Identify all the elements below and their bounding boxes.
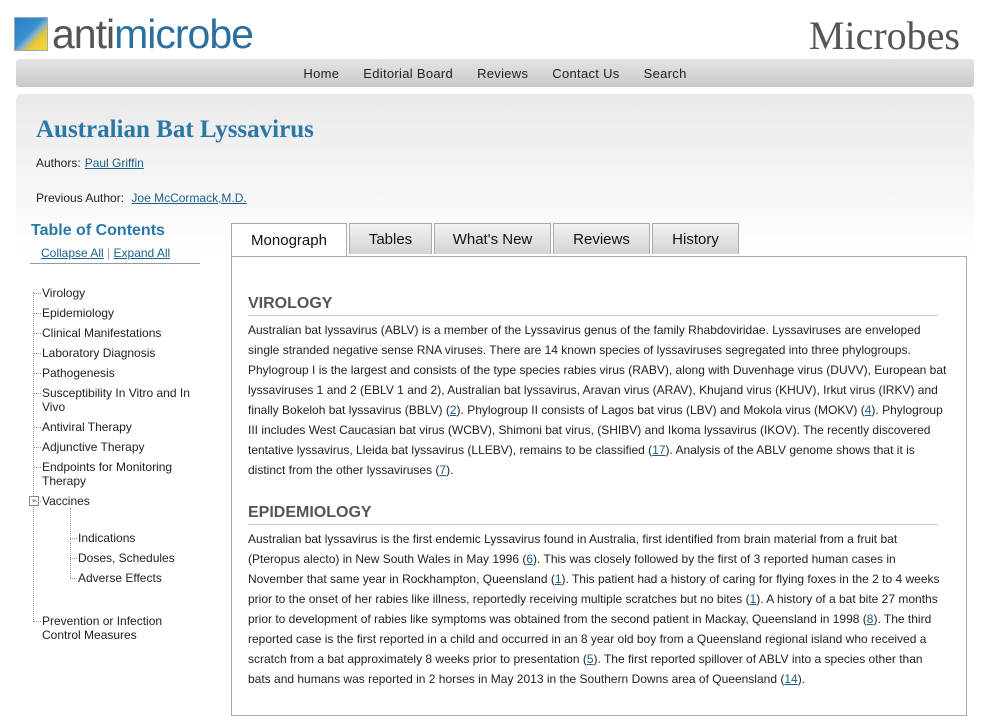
text-run: ). A history of a bat bite 27 months prior to development of rabies like symptoms was obtained from the second patient in Mackay, Queensland in 1998 (: [248, 592, 938, 626]
text-run: ). This patient had a history of caring for flying foxes in the 2 to 4 weeks prior to the onset of her rabies like illness, reportedly receiving multiple scratches but no bites (: [248, 572, 940, 606]
author-link[interactable]: Paul Griffin: [84, 156, 144, 170]
site-logo[interactable]: [14, 11, 253, 57]
toc-item-pathogenesis[interactable]: Pathogenesis: [42, 366, 202, 380]
toc-separator: |: [107, 246, 111, 260]
tab-reviews[interactable]: Reviews: [553, 223, 650, 254]
tree-subline: [70, 508, 71, 578]
collapse-toggle-icon[interactable]: −: [29, 496, 39, 506]
toc-sub-doses-schedules[interactable]: Doses, Schedules: [78, 551, 175, 565]
collapse-all-link[interactable]: Collapse All: [41, 246, 104, 260]
ref-link[interactable]: 2: [449, 403, 457, 417]
text-run: ). The third reported case is the first reported in a child and occurred in an 8 year old boy from a Queensland regional island who received a scratch from a bat approximately 8 weeks prior to presentation (: [248, 612, 932, 666]
ref-link[interactable]: 1: [749, 592, 757, 606]
ref-link[interactable]: 6: [526, 552, 534, 566]
ref-link[interactable]: 17: [652, 443, 666, 457]
tab-monograph[interactable]: Monograph: [231, 223, 347, 257]
tree-line: [33, 292, 34, 620]
toc-item-virology[interactable]: Virology: [42, 286, 202, 300]
logo-anti: anti: [52, 11, 115, 57]
logo-wordmark: [52, 11, 253, 57]
monograph-content: [231, 256, 967, 716]
ref-link[interactable]: 7: [439, 463, 447, 477]
epidemiology-paragraph: [248, 529, 948, 689]
virology-paragraph: [248, 320, 948, 480]
main-nav: [16, 59, 974, 87]
toc-item-vaccines[interactable]: Vaccines: [42, 494, 202, 508]
toc-controls: [30, 246, 200, 264]
text-run: ). Analysis of the ABLV genome shows that it is distinct from the other lyssaviruses (: [248, 443, 915, 477]
antimicrobe-logo-icon: [14, 17, 48, 51]
toc-item-clinical-manifestations[interactable]: Clinical Manifestations: [42, 326, 202, 340]
tab-history[interactable]: History: [652, 223, 739, 254]
tab-whats-new[interactable]: What's New: [434, 223, 551, 254]
authors-label: Authors:: [36, 156, 81, 170]
toc-sub-adverse-effects[interactable]: Adverse Effects: [78, 571, 162, 585]
toc-item-laboratory-diagnosis[interactable]: Laboratory Diagnosis: [42, 346, 202, 360]
text-run: Australian bat lyssavirus (ABLV) is a member of the Lyssavirus genus of the family Rhabdoviridae. Lyssaviruses are enveloped single stranded negative sense RNA viruses. There are 14 known species of lyssaviruses segregated into three phylogroups. Phylogroup I is the largest and consists of the type species rabies virus (RABV), along with Duvenhage virus (DUVV), European bat lyssaviruses 1 and 2 (EBLV 1 and 2), Australian bat lyssavirus, Aravan virus (ARAV), Khujand virus (KHUV), Irkut virus (IRKV) and finally Bokeloh bat lyssavirus (BBLV) (: [248, 323, 947, 417]
text-run: ). Phylogroup III includes West Caucasian bat virus (WCBV), Shimoni bat virus, (SHIBV) and Ikoma lyssavirus (IKOV). The recently discovered tentative lyssavirus, Lleida bat lyssavirus (LLEBV), remains to be classified (: [248, 403, 943, 457]
text-run: ).: [797, 672, 806, 686]
ref-link[interactable]: 5: [586, 652, 594, 666]
toc-item-adjunctive-therapy[interactable]: Adjunctive Therapy: [42, 440, 202, 454]
tab-tables[interactable]: Tables: [349, 223, 432, 254]
toc-tree: [29, 280, 204, 650]
previous-author-link[interactable]: Joe McCormack,M.D.: [131, 191, 247, 205]
text-run: ). The first reported spillover of ABLV into a species other than bats and humans was reported in 2 horses in May 2013 in the Southern Downs area of Queensland (: [248, 652, 923, 686]
nav-search[interactable]: Search: [643, 65, 687, 81]
section-heading-epidemiology: EPIDEMIOLOGY: [248, 504, 938, 525]
ref-link[interactable]: 4: [864, 403, 872, 417]
section-heading-virology: VIROLOGY: [248, 295, 938, 316]
toc-item-antiviral-therapy[interactable]: Antiviral Therapy: [42, 420, 202, 434]
tab-bar: [231, 223, 741, 256]
toc-item-epidemiology[interactable]: Epidemiology: [42, 306, 202, 320]
nav-home[interactable]: Home: [303, 65, 340, 81]
text-run: ). This was closely followed by the first of 3 reported human cases in November that same year in Rockhampton, Queensland (: [248, 552, 896, 586]
previous-author-label: Previous Author:: [36, 191, 125, 205]
authors-line: [36, 156, 144, 170]
nav-editorial-board[interactable]: Editorial Board: [363, 65, 454, 81]
nav-reviews[interactable]: Reviews: [477, 65, 529, 81]
nav-contact-us[interactable]: Contact Us: [552, 65, 620, 81]
previous-author-line: [36, 191, 247, 205]
toc-item-endpoints[interactable]: Endpoints for Monitoring Therapy: [42, 460, 187, 488]
page-title: Australian Bat Lyssavirus: [36, 116, 314, 143]
text-run: Australian bat lyssavirus is the first endemic Lyssavirus found in Australia, first identified from brain material from a fruit bat (Pteropus alecto) in New South Wales in May 1996 (: [248, 532, 898, 566]
toc-title: Table of Contents: [31, 222, 165, 239]
logo-microbe: microbe: [114, 11, 253, 57]
toc-item-prevention[interactable]: Prevention or Infection Control Measures: [42, 614, 192, 642]
toc-sub-indications[interactable]: Indications: [78, 531, 136, 545]
ref-link[interactable]: 1: [554, 572, 562, 586]
toc-item-susceptibility[interactable]: Susceptibility In Vitro and In Vivo: [42, 386, 202, 414]
expand-all-link[interactable]: Expand All: [113, 246, 171, 260]
ref-link[interactable]: 14: [784, 672, 798, 686]
text-run: ). Phylogroup II consists of Lagos bat virus (LBV) and Mokola virus (MOKV) (: [456, 403, 865, 417]
ref-link[interactable]: 8: [866, 612, 874, 626]
text-run: ).: [446, 463, 454, 477]
section-brand: Microbes: [808, 13, 960, 58]
